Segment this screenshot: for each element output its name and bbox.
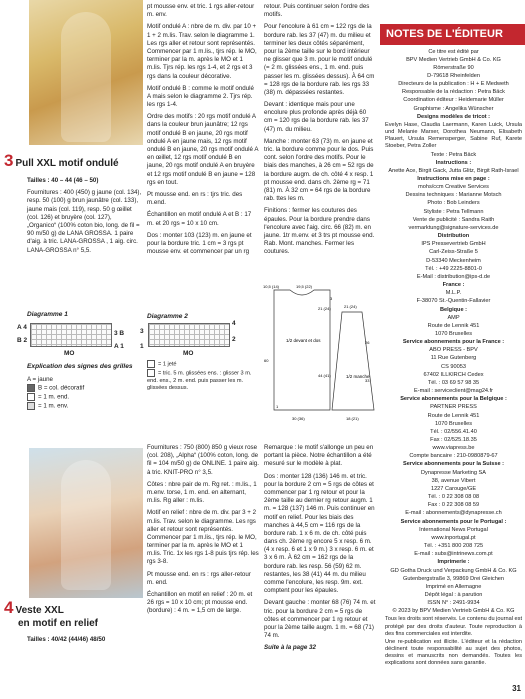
notes-line: Styliste : Petra Tellmann xyxy=(423,208,484,215)
notes-line: 1070 Bruxelles xyxy=(434,420,472,427)
legend-item: = 1 m. env. xyxy=(27,402,142,411)
symbol-legend xyxy=(147,360,259,392)
notes-line: Anette Ace, Birgit Gack, Jutta Glitz, Birgit Rath-Israel xyxy=(388,167,519,174)
colour-swatch xyxy=(27,384,35,392)
notes-line: BPV Medien Vertrieb GmbH & Co. KG xyxy=(406,56,501,63)
notes-line: IPS Pressevertrieb GmbH xyxy=(421,241,486,248)
diagram-1-grid xyxy=(30,323,112,347)
notes-line: www.inportugal.pt xyxy=(431,534,476,541)
pattern-3-intro xyxy=(27,177,142,259)
notes-line: 38, avenue Vibert xyxy=(431,477,476,484)
supplies-text: Fournitures : 400 (450) g jaune (col. 134), resp. 50 (100) g brun jaunâtre (col. 133), jaune mais (col. 119), resp. 50 g œillet (col. 126) et bruyère (col. 127), „Organico“ (100% coton bio, long. de fil = 90 m/50 g) de LANA GROSSA. 1 paire d'aig. à tric. LANA-GROSSA , 1 aig. circ. LANA-GROSSA n° 5,5. xyxy=(27,189,142,254)
notes-line: Graphisme : Angelika Wünscher xyxy=(413,105,494,112)
notes-line: 67402 ILLKIRCH Cedex xyxy=(423,371,484,378)
diagram-2-label: 2 xyxy=(232,336,236,343)
notes-line: E-mail : abonnements@dynapresse.ch xyxy=(405,510,502,517)
diagram-1-label: B 2 xyxy=(17,337,28,344)
diagram-2-title: Diagramme 2 xyxy=(147,313,188,320)
purl-symbol xyxy=(27,402,35,410)
schematic-label: 3 xyxy=(330,296,333,301)
notes-line: Directeurs de la publication : H + E Medweth xyxy=(398,81,509,88)
diagram-1-label: A 1 xyxy=(114,343,124,350)
schematic-label: 10,5 (14) xyxy=(263,284,280,289)
notes-line: PARTNER PRESS xyxy=(430,404,477,411)
diagram-2-mo: MO xyxy=(183,350,194,357)
schematic-label: 30 (36) xyxy=(292,416,305,421)
diagram-1-label: A 4 xyxy=(17,324,27,331)
diagram-2-grid xyxy=(148,323,230,347)
legend-item: = 1 jeté xyxy=(147,360,259,369)
notes-line: F-38070 St.-Quentin-Fallavier xyxy=(416,298,491,305)
notes-line: Responsable de la rédaction : Petra Bäck xyxy=(402,89,505,96)
schematic-label: 21 (24) xyxy=(344,304,357,309)
notes-line: CS 90053 xyxy=(441,363,466,370)
schematic-label: 19,5 (22) xyxy=(296,284,313,289)
notes-line: 1070 Bruxelles xyxy=(434,330,472,337)
notes-line: GD Gotha Druck und Verpackung GmbH & Co. KG xyxy=(390,567,517,574)
schematic-label: 1/2 devant et dos xyxy=(286,338,321,343)
notes-line: vermarktung@signature-services.de xyxy=(408,224,499,231)
notes-line: Service abonnements pour la Belgique : xyxy=(400,396,507,403)
page-number: 31 xyxy=(512,684,521,694)
notes-line: Une re-publication est illicite. L'éditeur et la rédaction déclinent toute responsabilité au sujet des photos, dessins et manuscrits non demandés. Toutes les explications sont données sans garantie. xyxy=(385,638,522,667)
col2-text-bottom: Fournitures : 750 (800) 850 g vieux rose (col. 208), „Alpha“ (100% coton, long. de fil = 104 m/50 g) de ONLINE. 1 paire aig. à tric. KNIT-PRO n° 3,5. Côtes : nbre pair de m. Rg ret. : m.lis., 1 m.env. torse, 1 m. end. en alternant, m.lis. Rg aller : m.lis. Motif en relief : nbre de m. div. par 3 + 2 m.lis. Trav. selon le diagramme. Les rgs aller et retour sont représentés. Commencer par 1 m.lis., tjrs rép. le MO, terminer par la m. après le MO et 1 m.lis. Tric. 1x les rgs 1-8 puis tjrs rép. les rgs 3-8. Pt mousse end. en rs : rgs aller-retour m. end. Échantillon en motif en relief : 20 m. et 26 rgs = 10 x 10 cm; pt mousse end. (bordure) : 4 m. = 1,5 cm de large. xyxy=(147,444,259,615)
notes-line: Imprimerie : xyxy=(437,559,470,566)
col3-text-bottom: Remarque : le motif s'allonge un peu en portant la pièce. Notre échantillon a été mesuré sur le modèle à plat. Dos : monter 128 (136) 146 m. et tric. pour la bordure 2 cm = 5 rgs de côtes et commencer par 1 rg retour et pour la 2ème taille au dernier rg retour augm. 1 m. = 128 (137) 146 m. Puis continuer en motif en relief. Pour les biais des manches à 44,5 cm = 116 rgs de la bordure rab. 1 x 6 m. de ch. côté puis dans ch. 2ème rg encore 5 x resp. 6 m. (4 x resp. 6 et 1 x 9 m.) 3 x resp. 6 m. et 3 x 6 m. À 62 cm = 162 rgs de la bordure rab. les resp. 56 (59) 62 m. restantes, les 38 (41) 44 m. du milieu comme l'encolure, les resp. 9m. ext. comptent pour les épaules. Devant gauche : monter 68 (76) 74 m. et tric. pour la bordure 2 cm = 5 rgs de côtes et commencer par 1 rg retour et pour la 2ème taille augm. 1 m. = 68 (71) 74 m. Suite à la page 32 xyxy=(264,444,376,652)
legend-item: = 1 m. end. xyxy=(27,393,142,402)
notes-line: M.L.P. xyxy=(445,290,462,297)
pattern-4-sizes: Tailles : 40/42 (44/46) 48/50 xyxy=(27,636,106,643)
schematic-label: 33 xyxy=(365,378,370,383)
notes-line: International News Portugal xyxy=(419,526,488,533)
notes-line: Vente de publicité : Sandra Raith xyxy=(412,216,495,223)
notes-line: Service abonnements pour le Portugal : xyxy=(400,518,507,525)
notes-line: Tél. : 0 22 308 08 08 xyxy=(427,494,480,501)
sizes-text: Tailles : 40 – 44 (46 – 50) xyxy=(27,177,99,184)
notes-line: 1227 Carouge/GE xyxy=(430,485,477,492)
diagram-1-label: 3 B xyxy=(114,330,125,337)
knit-symbol xyxy=(27,393,35,401)
notes-line: Compte bancaire : 210-0980879-67 xyxy=(409,453,498,460)
notes-line: E-Mail : distribution@ips-d.de xyxy=(416,273,491,280)
notes-line: Service abonnements pour la France : xyxy=(402,339,505,346)
notes-line: Designs modèles de tricot : xyxy=(416,113,491,120)
notes-line: 11 Rue Gutenberg xyxy=(430,355,477,362)
notes-line: Tél. : +351 800 208 725 xyxy=(423,543,484,550)
jacket-photo xyxy=(29,448,143,598)
notes-line: Tél. : +49 2225-8801-0 xyxy=(425,265,482,272)
notes-header: NOTES DE L'ÉDITEUR xyxy=(380,24,525,45)
notes-line: ABO PRESS - BPV xyxy=(429,347,478,354)
notes-line: Photo : Bob Leinders xyxy=(427,200,480,207)
schematic-label: 44 (41) xyxy=(318,373,331,378)
sweater-schematic xyxy=(262,282,378,422)
editor-notes xyxy=(380,0,525,699)
notes-line: Belgique : xyxy=(439,306,468,313)
decrease-symbol xyxy=(147,369,155,377)
notes-line: Fax : 02/525.18.35 xyxy=(430,437,477,444)
notes-line: Ce titre est édité par xyxy=(428,48,479,55)
notes-line: Römerstraße 90 xyxy=(433,64,474,71)
notes-line: mohs/ccm Creative Services xyxy=(418,184,489,191)
schematic-label: 60 xyxy=(264,358,269,363)
notes-line: Service abonnements pour la Suisse : xyxy=(402,461,505,468)
notes-line: Route de Lennik 451 xyxy=(427,322,480,329)
notes-line: Instructions mise en page : xyxy=(417,176,490,183)
notes-line: Imprimé en Allemagne xyxy=(425,583,482,590)
legend-item: = tric. 5 m. glissées ens. : glisser 3 m. end. ens., 2 m. end. puis passer les m. glissées dessus. xyxy=(147,370,252,392)
sleeve-outline xyxy=(332,312,374,410)
notes-line: Carl-Zeiss-Straße 5 xyxy=(429,249,478,256)
notes-line: Distribution xyxy=(437,233,470,240)
notes-line: D-53340 Meckenheim xyxy=(426,257,481,264)
notes-line: Texte : Petra Bäck xyxy=(430,151,477,158)
diagram-2-label: 1 xyxy=(140,343,144,350)
continued-note: Suite à la page 32 xyxy=(264,644,316,652)
pattern-4-title: 4 Veste XXL en motif en relief xyxy=(4,598,99,629)
notes-line: Tous les droits sont réservés. Le contenu du journal est protégé par des droits d'auteur. Toute reproduction à des fins commerciales est interdite. xyxy=(385,616,522,637)
notes-line: www.viapress.be xyxy=(432,445,475,452)
notes-line: Evelyn Hase, Claudia Laermann, Karen Luick, Ursula und Melanie Marxer, Dorothea Neumann, Elisabeth Plauert, Ursula Remensperger, Sabine Ruf, Karete Stoeber, Petra Zoller xyxy=(385,121,522,150)
notes-line: Tél. : 02/556.41.40 xyxy=(430,428,477,435)
notes-line: Gutenbergstraße 3, 99869 Drei Gleichen xyxy=(402,575,505,582)
notes-line: © 2023 by BPV Medien Vertrieb GmbH & Co. KG xyxy=(392,608,515,615)
diagram-1-mo: MO xyxy=(64,350,75,357)
sweater-photo xyxy=(29,0,143,145)
diagram-2-label: 3 xyxy=(140,328,144,335)
notes-line: Route de Lennik 451 xyxy=(427,412,480,419)
diagram-2-label: 4 xyxy=(232,320,236,327)
schematic-label: 1 xyxy=(276,404,279,409)
notes-line: France : xyxy=(442,282,465,289)
col3-text-top: retour. Puis continuer selon l'ordre des motifs. Pour l'encolure à 61 cm = 122 rgs de la bordure rab. les 37 (47) m. du milieu et terminer les deux côtés séparément, pour la 2ème taille sur le bord intérieur ne glisser que 3 m. pour le motif ondulé (= 2 m. glissées ens., 1 m. end. puis passer les m. glissées dessus). À 64 cm = 128 rgs de la bordure rab. les rgs 33 (38) m. dépassées restantes. Devant : identique mais pour une encolure plus profonde après déjà 60 cm = 120 rgs de la bordure rab. les 37 (47) m. du milieu. Manche : monter 63 (73) m. en jaune et tric. la bordure comme pour le dos. Puis cont. selon l'ordre des motifs. Pour le biais des manches, à 26 cm = 52 rgs de la bordure augm. de ch. côté 4 x resp. 1 pt mousse end. dans ch. 2ème rg = 71 (81) m. À 32 cm = 64 rgs de la bordure rab. ttes les m. Finitions : fermer les coutures des épaules. Pour la bordure prendre dans l'encolure avec l'aig. circ. 66 (82) m. en jaune. 1tr m.env. et 3 trs pt mousse end. Rab. Mont. manches. Fermer les coutures. xyxy=(264,3,375,256)
legend-title: Explication des signes des grilles xyxy=(27,363,133,370)
notes-line: Instructions : xyxy=(435,159,472,166)
pattern-3-title: 3 Pull XXL motif ondulé xyxy=(4,151,119,170)
schematic-label: 1/2 manche xyxy=(346,374,370,379)
notes-line: Fax : 0 22 308 08 59 xyxy=(427,502,480,509)
notes-line: E-mail : serviceclient@mag24.fr xyxy=(413,388,494,395)
legend xyxy=(27,363,142,410)
col2-text-top: pt mousse env. et tric. 1 rgs aller-retour m. env. Motif ondulé A : nbre de m. div. par 10 + 1 + 2 m.lis. Trav. selon le diagramme 1. Les rgs aller et retour sont représentés. Commencer par 1 m.lis., tjrs rép. le MO, terminer par la m. après le MO et 1 m.lis. Tjrs rép. les rgs 1-4, et 2 rgs et 3 rgs dans la couleur décorative. Motif ondulé B : comme le motif ondulé A mais selon le diagramme 2. Tjrs rép. les rgs 1-4. Ordre des motifs : 20 rgs motif ondulé A dans la couleur brun jaunâtre; 12 rgs motif ondulé B en jaune, 20 rgs motif ondulé A en jaune mais, 12 rgs motif ondulé B en jaune, 20 rgs motif ondulé A en œillet, 12 rgs motif ondulé B en jaune, 20 rgs motif ondulé A en bruyère et 12 rgs motif ondulé B en jaune = 128 rgs en tout. Pt mousse end. en rs : tjrs tric. des m.end. Échantillon en motif ondulé A et B : 17 m. et 20 rgs = 10 x 10 cm. Dos : monter 103 (123) m. en jaune et pour la bordure tric. 1 cm = 3 rgs pt mousse env. et commencer par un rg xyxy=(147,3,259,256)
notes-line: Dessins techniques : Marianne Motsch xyxy=(405,192,502,199)
schematic-label: 21 (24) xyxy=(318,306,331,311)
notes-line: Dynapresse Marketing SA xyxy=(421,469,486,476)
yarn-over-symbol xyxy=(147,360,155,368)
schematic-label: 26 xyxy=(365,340,370,345)
notes-line: AMP xyxy=(447,314,460,321)
legend-item: A = jaune xyxy=(27,375,53,383)
notes-line: ISSN N° : 2491-9934 xyxy=(427,600,480,607)
notes-line: Tél. : 03 69 57 98 35 xyxy=(427,379,480,386)
notes-line: Coordination éditeur : Heidemarie Müller xyxy=(403,97,504,104)
notes-line: Dépôt légal : à parution xyxy=(424,591,483,598)
legend-item: B = col. décoratif xyxy=(27,384,142,393)
notes-line: E-mail : subs@intrinews.com.pt xyxy=(414,551,493,558)
schematic-label: 18 (21) xyxy=(346,416,359,421)
diagram-1-title: Diagramme 1 xyxy=(27,311,68,318)
notes-line: D-79618 Rheinfelden xyxy=(427,72,480,79)
notes-body xyxy=(380,45,525,668)
